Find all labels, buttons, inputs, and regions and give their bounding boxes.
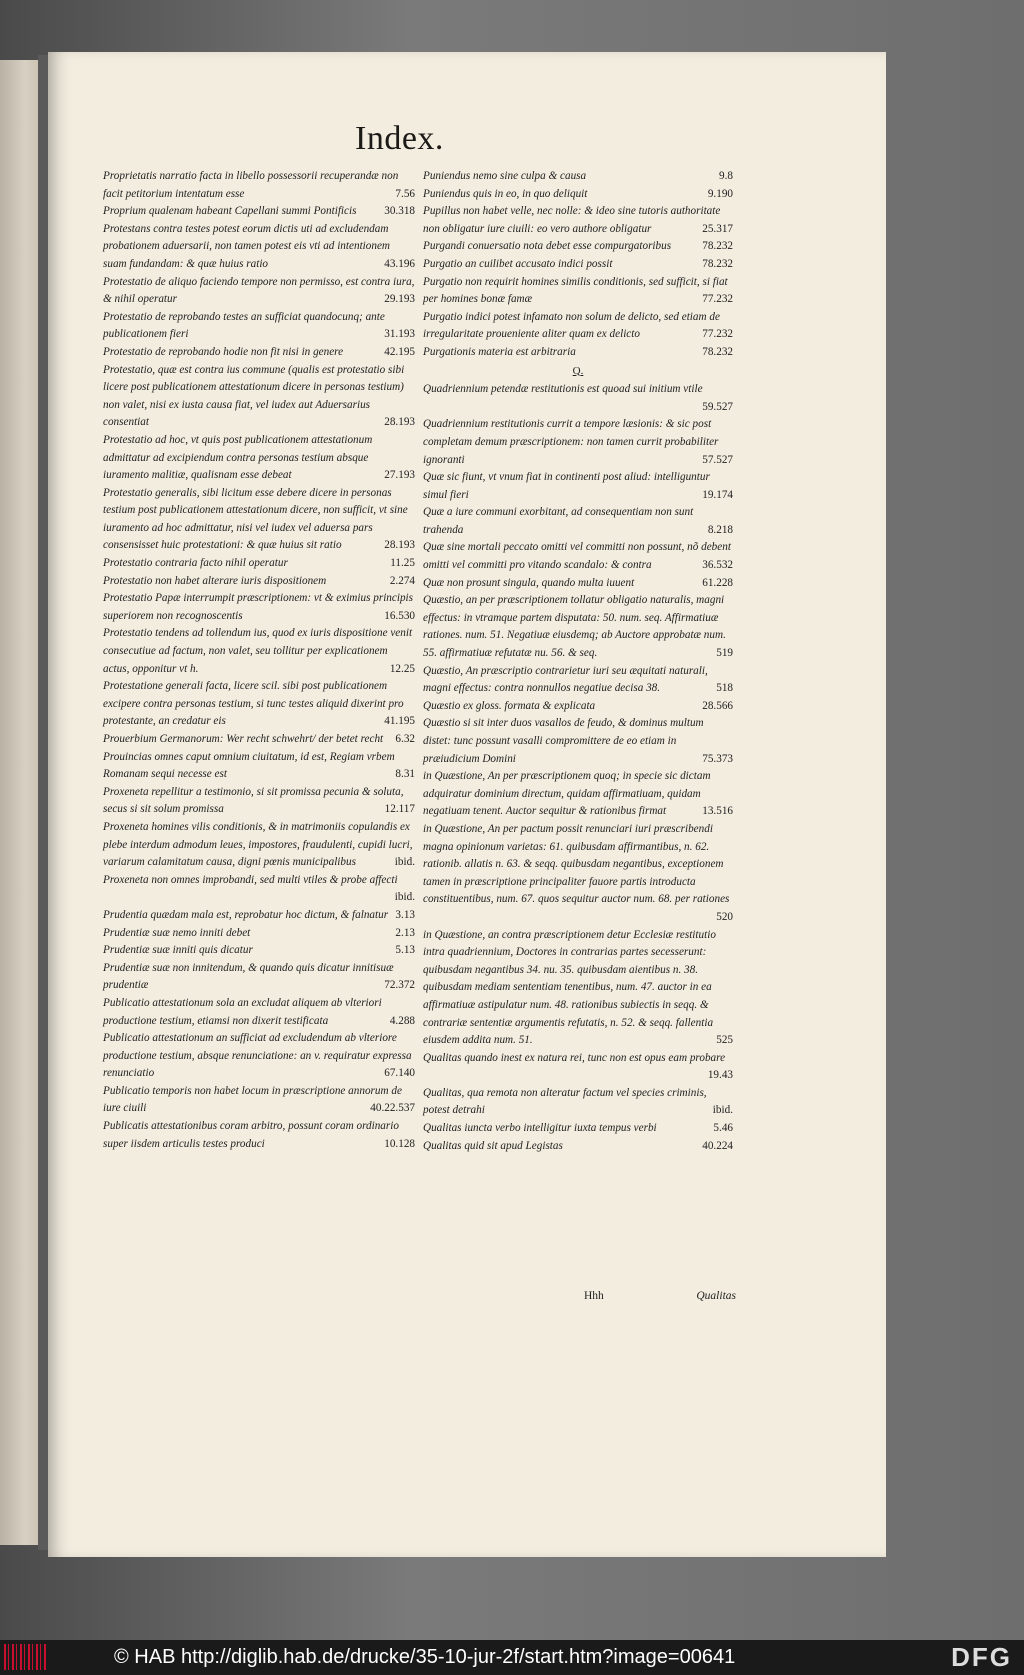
index-entry bbox=[423, 168, 733, 186]
index-entry-reference: 72.372 bbox=[384, 979, 415, 992]
index-entry bbox=[103, 1030, 415, 1083]
index-entry-text: in Quæstione, An per pactum possit renunciari iuri præscribendi magna opinionum varietas: 61. quibusdam affirmantibus, n. 62. rationib. allatis n. 63. & seqq. quibusdam negantibus, exceptionem tamen in præscriptione principaliter fauore partis introducta constituentibus, num. 67. quos sequitur auctor num. 68. per rationes bbox=[423, 822, 730, 906]
index-entry bbox=[423, 344, 733, 362]
dfg-logo: DFG bbox=[951, 1642, 1012, 1672]
index-entry-text: Proprietatis narratio facta in libello possessorii recuperandæ non facit petitorium intentatum esse bbox=[103, 170, 399, 200]
index-entry-text: Publicatio attestationum an sufficiat ad excludendum ab vlteriore productione testium, absque renunciatione: an v. requiratur expressa renunciatio bbox=[103, 1032, 412, 1080]
index-entry-reference: 12.25 bbox=[389, 662, 415, 675]
index-entry-reference: 9.8 bbox=[719, 170, 733, 182]
index-entry-reference: 4.288 bbox=[389, 1014, 415, 1027]
index-entry bbox=[423, 698, 733, 716]
index-entry-text: Publicatio temporis non habet locum in præscriptione annorum de iure ciuili bbox=[103, 1084, 402, 1115]
index-entry bbox=[423, 575, 733, 593]
index-entry-text: Qualitas iuncta verbo intelligitur iuxta tempus verbi bbox=[423, 1122, 657, 1135]
index-entry bbox=[423, 381, 733, 416]
index-entry bbox=[423, 309, 733, 344]
index-entry-reference: 78.232 bbox=[702, 257, 733, 270]
index-entry-text: Qualitas, qua remota non alteratur factum vel species criminis, potest detrahi bbox=[423, 1086, 707, 1117]
index-entry-reference: 519 bbox=[716, 647, 733, 660]
index-entry-reference: 31.193 bbox=[384, 328, 415, 341]
index-entry bbox=[423, 416, 733, 469]
index-entry bbox=[103, 485, 415, 555]
index-entry-text: Quæ sic fiunt, vt vnum fiat in continenti post aliud: intelliguntur simul fieri bbox=[423, 471, 710, 501]
index-entry-reference: 43.196 bbox=[384, 257, 415, 270]
hab-logo-icon bbox=[4, 1644, 48, 1670]
index-entry-reference: 19.174 bbox=[702, 488, 733, 501]
index-entry bbox=[103, 555, 415, 573]
index-entry-reference: 25.317 bbox=[702, 222, 733, 235]
index-entry bbox=[423, 927, 733, 1050]
index-entry-text: Protestatio de aliquo faciendo tempore non permisso, est contra iura, & nihil operatur bbox=[103, 275, 415, 306]
index-entry-reference: 30.318 bbox=[384, 205, 415, 218]
index-entry-reference: 8.218 bbox=[707, 523, 733, 536]
index-column-right bbox=[423, 168, 733, 1155]
section-letter: Q. bbox=[572, 364, 584, 377]
index-entry-text: Protestatio tendens ad tollendum ius, quod ex iuris dispositione venit consecutiue ad factum, non valet, seu tollitur per explicationem actus, opponitur vt h. bbox=[103, 627, 413, 675]
index-entry-reference: 57.527 bbox=[702, 453, 733, 466]
index-entry-reference: 10.128 bbox=[384, 1137, 415, 1150]
index-entry bbox=[423, 186, 733, 204]
index-entry-text: in Quæstione, An per præscriptionem quoq; in specie sic dictam adquiratur dominium directum, quidam affirmatiuam, quidam negatiuam tenent. Auctor sequitur & rationibus firmat bbox=[423, 770, 711, 818]
previous-page-edge bbox=[0, 60, 42, 1545]
index-entry-text: Protestatio, quæ est contra ius commune (qualis est protestatio sibi licere post publicationem attestationum dicere in personas testium) non valet, nisi ex iusta causa fiat, vel iudex aut Aduersarius consentiat bbox=[103, 363, 405, 429]
index-entry-reference: 8.31 bbox=[395, 768, 415, 781]
index-entry-text: Quæ a iure communi exorbitant, ad consequentiam non sunt trahenda bbox=[423, 506, 694, 536]
index-entry bbox=[103, 344, 415, 362]
index-entry-text: Puniendus nemo sine culpa & causa bbox=[423, 170, 587, 182]
index-column-left bbox=[103, 168, 415, 1153]
index-entry-reference: 75.373 bbox=[702, 752, 733, 765]
index-entry bbox=[423, 715, 733, 768]
index-entry bbox=[423, 469, 733, 504]
index-entry-reference: 40.224 bbox=[702, 1139, 733, 1152]
index-entry-reference: 7.56 bbox=[395, 187, 415, 200]
index-entry-reference: 61.228 bbox=[702, 576, 733, 589]
index-entry bbox=[423, 238, 733, 256]
index-entry-text: Prudentia quædam mala est, reprobatur hoc dictum, & falnatur bbox=[103, 908, 389, 921]
index-entry-reference: 5.46 bbox=[713, 1122, 733, 1135]
index-entry-text: Protestatio non habet alterare iuris dispositionem bbox=[103, 574, 327, 587]
index-entry-text: Purgandi conuersatio nota debet esse compurgatoribus bbox=[423, 240, 672, 253]
index-entry-text: Qualitas quid sit apud Legistas bbox=[423, 1139, 563, 1152]
footer-credit-link[interactable]: © HAB http://diglib.hab.de/drucke/35-10-jur-2f/start.htm?image=00641 bbox=[114, 1646, 736, 1668]
index-entry-text: Prudentiæ suæ non innitendum, & quando quis dicatur innitisuæ prudentiæ bbox=[103, 961, 394, 992]
index-entry bbox=[103, 432, 415, 485]
index-entry bbox=[103, 731, 415, 749]
index-entry-text: Protestatio contraria facto nihil operatur bbox=[103, 557, 288, 570]
index-entry-text: Proprium qualenam habeant Capellani summi Pontificis bbox=[103, 205, 357, 218]
index-entry-text: Prouincias omnes caput omnium ciuitatum, id est, Regiam vrbem Romanam sequi necesse est bbox=[103, 750, 395, 781]
index-entry-reference: ibid. bbox=[394, 891, 415, 904]
index-entry bbox=[103, 362, 415, 432]
index-entry bbox=[423, 768, 733, 821]
index-entry-text: Prudentiæ suæ inniti quis dicatur bbox=[103, 944, 253, 957]
index-entry-text: Protestatio Papæ interrumpit præscriptionem: vt & eximius principis superiorem non recognoscentis bbox=[103, 592, 414, 622]
index-entry bbox=[103, 625, 415, 678]
index-entry-reference: 67.140 bbox=[384, 1067, 415, 1080]
index-entry-text: Publicatis attestationibus coram arbitro, possunt coram ordinario super iisdem articulis testes produci bbox=[103, 1120, 399, 1150]
index-entry bbox=[103, 925, 415, 943]
index-entry bbox=[103, 819, 415, 872]
index-entry-reference: 27.193 bbox=[384, 469, 415, 482]
index-entry bbox=[103, 907, 415, 925]
index-entry-reference: 28.193 bbox=[384, 539, 415, 552]
index-entry bbox=[103, 203, 415, 221]
index-entry-text: Purgatio indici potest infamato non solum de delicto, sed etiam de irregularitate proueniente aliter quam ex delicto bbox=[423, 310, 720, 341]
page-title: Index. bbox=[355, 120, 444, 157]
index-entry bbox=[103, 274, 415, 309]
index-entry-text: Quæstio, an per præscriptionem tollatur obligatio naturalis, magni effectus: in vtramque partem disputata: 50. num. seq. Affirmatiuæ rationes. num. 51. Negatiuæ eiusdemq; ab Auctore approbatæ num. 55. affirmatiuæ refutatæ nu. 56. & seq. bbox=[423, 594, 726, 660]
index-entry-reference: 42.195 bbox=[384, 345, 415, 358]
index-entry bbox=[423, 663, 733, 698]
index-entry-reference: 77.232 bbox=[702, 328, 733, 341]
index-entry bbox=[423, 1138, 733, 1156]
index-entry-reference: 40.22.537 bbox=[370, 1102, 415, 1115]
index-entry bbox=[103, 678, 415, 731]
index-entry bbox=[103, 1118, 415, 1153]
index-entry bbox=[103, 995, 415, 1030]
index-entry-text: Protestatio de reprobando testes an sufficiat quandocunq; ante publicationem fieri bbox=[103, 310, 385, 341]
index-entry-reference: 2.274 bbox=[389, 574, 415, 587]
index-entry-text: Puniendus quis in eo, in quo deliquit bbox=[423, 187, 588, 200]
index-entry bbox=[423, 539, 733, 574]
index-entry-text: Protestatio generalis, sibi licitum esse debere dicere in personas testium post publicationem attestationum dicere, non sufficit, vt sine iuramento ad hoc admittatur, nisi vel iudex vel aduersa pars consensisset huic protestationi: & quæ huius sit ratio bbox=[103, 486, 408, 552]
index-entry bbox=[423, 274, 733, 309]
index-entry-reference: 9.190 bbox=[707, 187, 733, 200]
index-entry bbox=[423, 1120, 733, 1138]
index-entry bbox=[103, 942, 415, 960]
index-entry bbox=[423, 1050, 733, 1085]
index-entry-text: Protestatio ad hoc, vt quis post publicationem attestationum admittatur ad excipiendum contra personas testium absque iuramento malitiæ, qualisnam esse debeat bbox=[103, 433, 373, 482]
index-entry-reference: ibid. bbox=[712, 1104, 733, 1117]
index-entry-text: Quæstio si sit inter duos vasallos de feudo, & dominus multum distet: tunc possunt vasalli compromittere de eo etiam in præiudicium Domini bbox=[423, 717, 704, 765]
index-entry-reference: 13.516 bbox=[702, 805, 733, 818]
index-entry-text: Qualitas quando inest ex natura rei, tunc non est opus eam probare bbox=[423, 1051, 726, 1064]
index-entry-reference: 28.566 bbox=[702, 699, 733, 712]
index-entry-text: Protestans contra testes potest eorum dictis uti ad excludendam probationem aduersarii, non tamen potest eis vti ad intentionem suam fundandam: & quæ huius ratio bbox=[103, 222, 391, 270]
index-entry-text: Publicatio attestationum sola an excludat aliquem ab vlteriori productione testium, etiamsi non dixerit testificata bbox=[103, 996, 382, 1027]
index-entry-reference: 28.193 bbox=[384, 416, 415, 429]
index-entry-text: Proxeneta repellitur a testimonio, si sit promissa pecunia & soluta, secus si sit solum promissa bbox=[103, 785, 404, 816]
index-entry-reference: 518 bbox=[716, 682, 733, 695]
index-entry-reference: 2.13 bbox=[395, 926, 415, 939]
index-entry bbox=[103, 309, 415, 344]
index-entry bbox=[103, 590, 415, 625]
index-entry-text: Purgatio non requirit homines similis conditionis, sed sufficit, si fiat per homines bonæ famæ bbox=[423, 275, 728, 306]
index-entry bbox=[423, 821, 733, 927]
index-entry-reference: 12.117 bbox=[384, 803, 415, 816]
index-entry-reference: 59.527 bbox=[702, 400, 733, 413]
index-entry-reference: 525 bbox=[716, 1034, 733, 1047]
index-entry-reference: 520 bbox=[716, 910, 733, 923]
index-entry-reference: 78.232 bbox=[702, 240, 733, 253]
index-entry bbox=[103, 749, 415, 784]
index-entry-reference: 29.193 bbox=[384, 293, 415, 306]
index-entry-text: Prudentiæ suæ nemo inniti debet bbox=[103, 926, 251, 939]
index-entry-text: Proxeneta non omnes improbandi, sed multi vtiles & probe affecti bbox=[103, 873, 398, 886]
index-entry-reference: 78.232 bbox=[702, 345, 733, 358]
index-entry bbox=[103, 573, 415, 591]
index-entry-text: Prouerbium Germanorum: Wer recht schwehrt/ der betet recht bbox=[103, 733, 384, 745]
index-entry bbox=[423, 504, 733, 539]
index-entry bbox=[423, 592, 733, 662]
index-entry-text: Quæstio, An præscriptio contrarietur iuri seu æquitati naturali, magni effectus: contra nonnullos negatiue decisa 38. bbox=[423, 664, 708, 695]
index-entry-text: Quæstio ex gloss. formata & explicata bbox=[423, 699, 596, 712]
index-entry-reference: 3.13 bbox=[395, 908, 415, 921]
index-entry bbox=[423, 203, 733, 238]
index-entry-text: Protestatione generali facta, licere scil. sibi post publicationem excipere contra personas testium, si tunc testes aliquid dixerint pro protestante, an credatur eis bbox=[103, 680, 404, 728]
index-entry-reference: 5.13 bbox=[395, 944, 415, 957]
index-entry-reference: ibid. bbox=[394, 856, 415, 869]
index-entry-reference: 36.532 bbox=[702, 559, 733, 572]
catchword: Qualitas bbox=[696, 1290, 736, 1302]
index-entry-reference: 77.232 bbox=[702, 293, 733, 306]
index-entry-text: Protestatio de reprobando hodie non fit nisi in genere bbox=[103, 345, 344, 358]
index-entry bbox=[103, 960, 415, 995]
index-entry-text: Purgationis materia est arbitraria bbox=[423, 345, 576, 358]
index-entry-reference: 16.530 bbox=[384, 609, 415, 622]
index-entry-text: Quadriennium petendæ restitutionis est quoad sui initium vtile bbox=[423, 383, 703, 396]
index-entry-text: Quæ sine mortali peccato omitti vel committi non possunt, nõ debent omitti vel committi pro vitando scandalo: & contra bbox=[423, 541, 731, 572]
index-entry bbox=[103, 1083, 415, 1118]
index-entry-text: Purgatio an cuilibet accusato indici possit bbox=[423, 257, 613, 270]
index-entry bbox=[103, 872, 415, 907]
index-entry-text: Pupillus non habet velle, nec nolle: & ideo sine tutoris authoritate non obligatur iure ciuili: eo vero authore obligatur bbox=[423, 205, 721, 235]
index-entry bbox=[423, 1085, 733, 1120]
index-entry-text: Proxeneta homines vilis conditionis, & in matrimoniis copulandis ex plebe interdum admodum leues, impostores, fraudulenti, cupidi lucri, variarum calamitatum causa, digni pœnis municipalibus bbox=[103, 820, 413, 869]
index-entry-reference: 6.32 bbox=[395, 733, 415, 745]
index-entry-reference: 11.25 bbox=[390, 557, 415, 570]
index-entry bbox=[423, 256, 733, 274]
signature-line bbox=[576, 1290, 736, 1302]
index-entry-text: Quadriennium restitutionis currit a tempore læsionis: & sic post completam demum præscriptionem: non tamen currit probabiliter ignoranti bbox=[423, 418, 719, 466]
signature-mark: Hhh bbox=[584, 1290, 604, 1302]
index-entry bbox=[103, 221, 415, 274]
footer-bar bbox=[0, 1640, 1024, 1675]
index-entry-reference: 19.43 bbox=[707, 1069, 733, 1082]
index-entry-text: in Quæstione, an contra præscriptionem detur Ecclesiæ restitutio intra quadriennium, Doctores in contrarias partes secesserunt: quibusdam negantibus 34. nu. 35. quibusdam aientibus n. 38. quibusdam mediam sententiam tenentibus, num. 47. auctor in ea affirmatiuæ astipulatur num. 48. rationibus subiectis in seqq. & contrariæ sententiæ argumentis refutatis, n. 52. & seqq. fallentia eiusdem addita num. 51. bbox=[423, 928, 716, 1047]
index-entry bbox=[103, 784, 415, 819]
index-entry bbox=[103, 168, 415, 203]
index-entry-reference: 41.195 bbox=[384, 715, 415, 728]
index-entry-text: Quæ non prosunt singula, quando multa iuuent bbox=[423, 576, 635, 589]
